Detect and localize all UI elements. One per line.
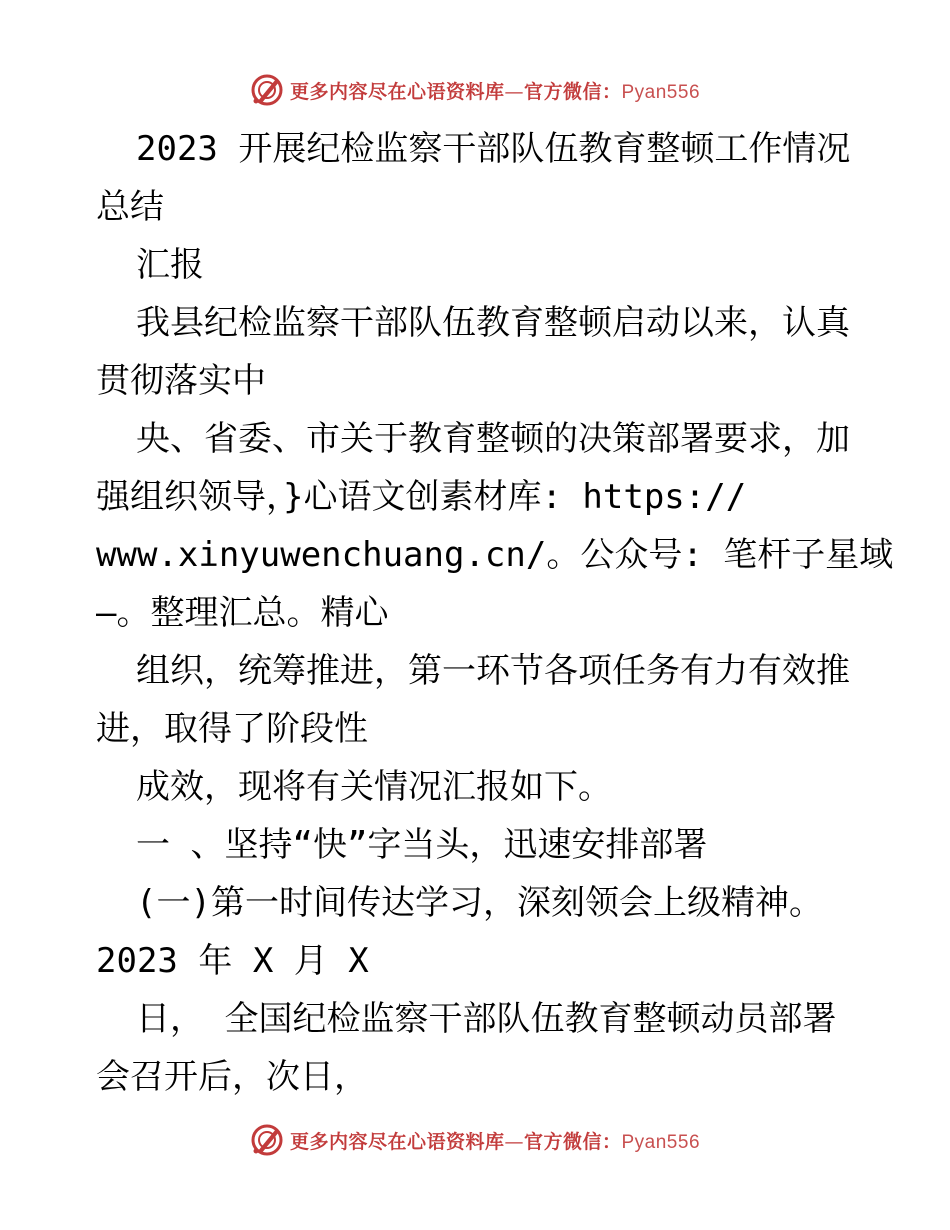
header-banner <box>0 70 950 110</box>
text-line: 贯彻落实中 <box>96 361 266 401</box>
banner-wechat-account: Pyan556 <box>621 81 701 103</box>
text-line: 总结 <box>96 187 164 227</box>
footer-banner <box>0 1120 950 1160</box>
banner-text <box>290 1127 700 1154</box>
banner-site-name: 更多内容尽在心语资料库 <box>289 80 505 103</box>
text-line: 我县纪检监察干部队伍教育整顿启动以来，认真 <box>136 303 850 343</box>
banner-wechat-label: 官方微信： <box>523 80 622 103</box>
banner-separator: — <box>504 80 524 103</box>
text-line: 一 、坚持“快”字当头，迅速安排部署 <box>136 825 708 865</box>
text-line: 2023 年 X 月 X <box>96 941 369 981</box>
text-line: 2023 开展纪检监察干部队伍教育整顿工作情况 <box>136 129 851 169</box>
pen-logo-icon <box>250 1123 284 1157</box>
banner-wechat-account: Pyan556 <box>621 1131 701 1153</box>
text-line: 汇报 <box>136 245 204 285</box>
text-line: 日， 全国纪检监察干部队伍教育整顿动员部署 <box>136 999 837 1039</box>
banner-site-name: 更多内容尽在心语资料库 <box>289 1130 505 1153</box>
banner-separator: — <box>504 1130 524 1153</box>
text-line: 组织，统筹推进，第一环节各项任务有力有效推 <box>136 651 850 691</box>
text-line: 成效，现将有关情况汇报如下。 <box>136 767 612 807</box>
text-line: (一)第一时间传达学习，深刻领会上级精神。 <box>136 883 823 923</box>
text-line: 进，取得了阶段性 <box>96 709 368 749</box>
text-line: 央、省委、市关于教育整顿的决策部署要求，加 <box>136 419 850 459</box>
document-body <box>96 120 894 1106</box>
text-line: www.xinyuwenchuang.cn/。公众号: 笔杆子星域 <box>96 535 894 575</box>
banner-wechat-label: 官方微信： <box>523 1130 622 1153</box>
text-line: 强组织领导，}心语文创素材库: https:// <box>96 477 747 517</box>
text-line: —。整理汇总。精心 <box>96 593 389 633</box>
pen-logo-icon <box>250 73 284 107</box>
text-line: 会召开后，次日， <box>96 1057 368 1097</box>
banner-text <box>290 77 700 104</box>
